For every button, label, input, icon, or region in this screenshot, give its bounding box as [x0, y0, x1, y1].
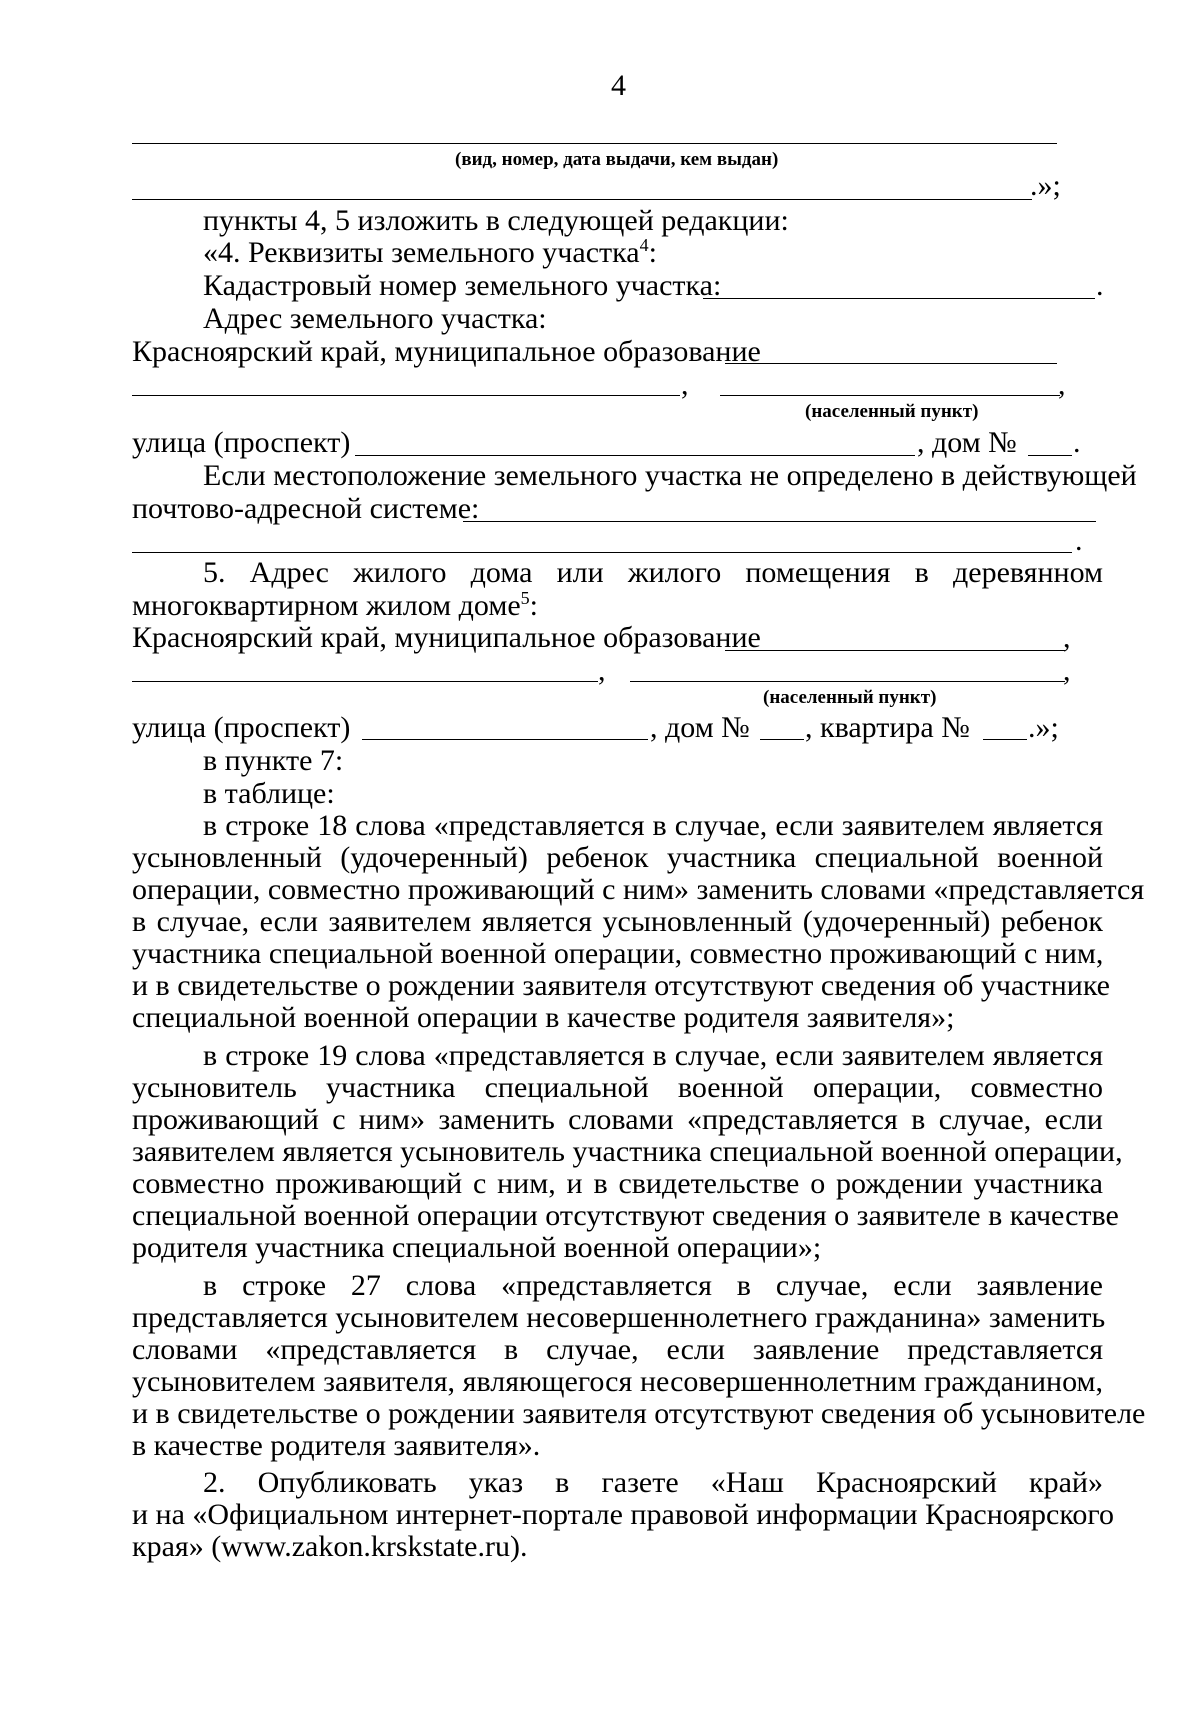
row19-line-3: проживающий с ним» заменить словами «представляется в случае, если — [132, 1103, 1103, 1136]
apartment-close-quote: .»; — [1028, 711, 1059, 744]
street-blank-1 — [355, 455, 915, 456]
paragraph-row-27 — [132, 1269, 1146, 1462]
in-item-7: в пункте 7: — [203, 744, 344, 777]
item-5-line-1: 5. Адрес жилого дома или жилого помещения в деревянном — [203, 556, 1103, 589]
row18-line-3: операции, совместно проживающий с ним» заменить словами «представляется — [132, 873, 1145, 906]
cadastral-label: Кадастровый номер земельного участка: — [203, 269, 722, 302]
address-label: Адрес земельного участка: — [203, 302, 547, 335]
row27-line-1: в строке 27 слова «представляется в случае, если заявление — [203, 1269, 1103, 1302]
row18-line-1: в строке 18 слова «представляется в случае, если заявителем является — [203, 809, 1103, 842]
comma-5: , — [1063, 654, 1071, 687]
mo-blank-1 — [725, 363, 1057, 364]
row19-line-1: в строке 19 слова «представляется в случае, если заявителем является — [203, 1039, 1103, 1072]
municipal-blank-2 — [132, 681, 598, 682]
item-4-title — [203, 237, 657, 269]
row18-line-6: и в свидетельстве о рождении заявителя отсутствуют сведения об участнике — [132, 969, 1110, 1002]
page-number: 4 — [611, 69, 626, 102]
if-location-line-1: Если местоположение земельного участка не определено в действующей — [203, 459, 1137, 492]
closing-quote: .»; — [1030, 169, 1061, 202]
comma-1: , — [681, 368, 689, 401]
document-caption: (вид, номер, дата выдачи, кем выдан) — [455, 149, 779, 170]
settlement-blank-2 — [630, 681, 1065, 682]
row19-line-4: заявителем является усыновитель участника специальной военной операции, — [132, 1135, 1123, 1168]
row18-line-7: специальной военной операции в качестве родителя заявителя»; — [132, 1001, 955, 1034]
house-label-2: , дом № — [650, 711, 750, 744]
row27-line-4: усыновителем заявителя, являющегося несовершеннолетним гражданином, — [132, 1365, 1103, 1398]
row27-line-2: представляется усыновителем несовершеннолетнего гражданина» заменить — [132, 1301, 1106, 1334]
house-label-1: , дом № — [917, 426, 1017, 459]
municipal-blank-1 — [132, 395, 680, 396]
postal-blank-2 — [132, 552, 1072, 553]
settlement-blank-1 — [720, 395, 1060, 396]
comma-3: , — [1063, 621, 1071, 654]
row18-line-5: участника специальной военной операции, совместно проживающий с ним, — [132, 937, 1104, 970]
item-4-title-text: «4. Реквизиты земельного участка — [203, 236, 640, 269]
paragraph-row-19 — [132, 1039, 1123, 1264]
cadastral-dot: . — [1096, 269, 1104, 302]
comma-2: , — [1058, 368, 1066, 401]
house-dot-1: . — [1073, 426, 1081, 459]
row18-line-4: в случае, если заявителем является усыновленный (удочеренный) ребенок — [132, 905, 1103, 938]
street-label-1: улица (проспект) — [132, 426, 351, 459]
items-4-5-line: пункты 4, 5 изложить в следующей редакции: — [203, 204, 789, 237]
in-table: в таблице: — [203, 777, 335, 810]
row27-line-5: и в свидетельстве о рождении заявителя отсутствуют сведения об усыновителе — [132, 1397, 1146, 1430]
comma-4: , — [598, 654, 606, 687]
street-blank-2 — [362, 739, 648, 740]
street-label-2: улица (проспект) — [132, 711, 351, 744]
footnote-5: 5 — [520, 588, 530, 608]
row19-line-7: родителя участника специальной военной операции»; — [132, 1231, 822, 1264]
footnote-4: 4 — [639, 235, 649, 255]
mo-blank-2 — [725, 650, 1065, 651]
house-blank-1 — [1028, 455, 1072, 456]
region-mo-line-1: Красноярский край, муниципальное образование — [132, 335, 761, 368]
settlement-caption-1: (населенный пункт) — [805, 401, 979, 422]
item-5-line-2-text: многоквартирном жилом доме — [132, 589, 521, 622]
blank-line-document — [132, 143, 1057, 144]
paragraph-row-18 — [132, 809, 1145, 1034]
row19-line-6: специальной военной операции отсутствуют сведения о заявителе в качестве — [132, 1199, 1119, 1232]
cadastral-blank — [703, 298, 1095, 299]
publish-line-2: и на «Официальном интернет-портале правовой информации Красноярского — [132, 1498, 1114, 1531]
if-location-line-2: почтово-адресной системе: — [132, 492, 480, 525]
apartment-label: , квартира № — [805, 711, 970, 744]
house-blank-2 — [760, 739, 804, 740]
publish-line-3: края» (www.zakon.krskstate.ru). — [132, 1530, 528, 1563]
publish-line-1: 2. Опубликовать указ в газете «Наш Красноярский край» — [203, 1466, 1103, 1499]
region-mo-line-2: Красноярский край, муниципальное образование — [132, 621, 761, 654]
row19-line-5: совместно проживающий с ним, и в свидетельстве о рождении участника — [132, 1167, 1103, 1200]
row18-line-2: усыновленный (удочеренный) ребенок участника специальной военной — [132, 841, 1103, 874]
apartment-blank — [983, 739, 1027, 740]
postal-blank-1 — [463, 521, 1096, 522]
item-4-colon: : — [648, 236, 657, 269]
row27-line-6: в качестве родителя заявителя». — [132, 1429, 541, 1462]
row27-line-3: словами «представляется в случае, если заявление представляется — [132, 1333, 1103, 1366]
paragraph-publish — [132, 1466, 1114, 1563]
row19-line-2: усыновитель участника специальной военной операции, совместно — [132, 1071, 1103, 1104]
postal-dot: . — [1075, 524, 1083, 557]
item-5-colon: : — [529, 589, 538, 622]
settlement-caption-2: (населенный пункт) — [763, 687, 937, 708]
blank-line-document-2 — [132, 199, 1032, 200]
item-5-line-2 — [132, 590, 538, 622]
